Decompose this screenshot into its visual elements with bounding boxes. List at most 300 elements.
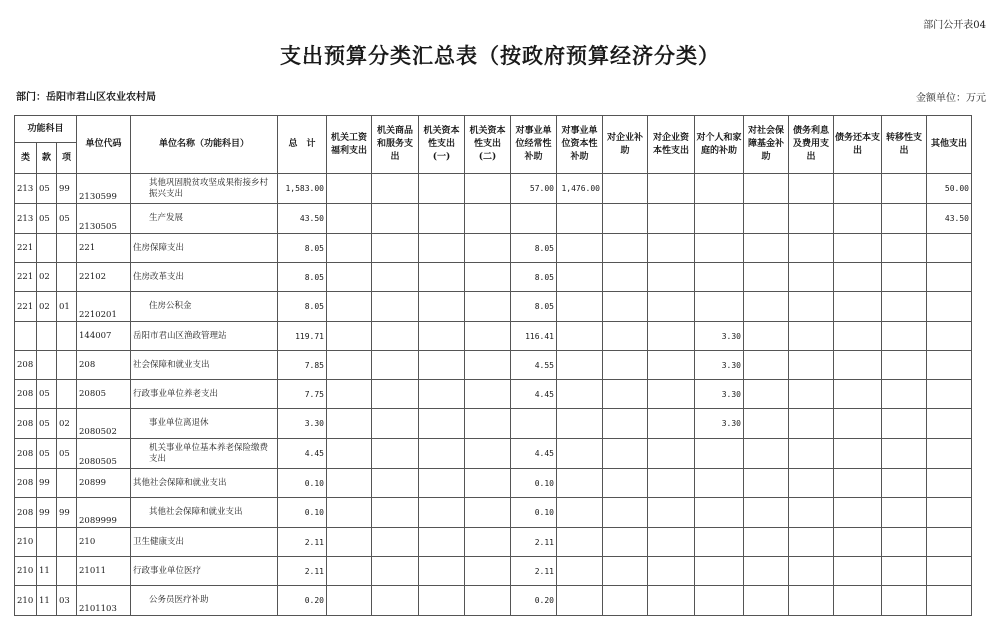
cell-kuan xyxy=(37,528,57,557)
cell-c7 xyxy=(603,557,648,586)
cell-c7 xyxy=(603,292,648,322)
cell-c2 xyxy=(372,439,419,469)
cell-kuan: 11 xyxy=(37,557,57,586)
table-body xyxy=(15,174,972,616)
cell-c7 xyxy=(603,439,648,469)
cell-c6: 1,476.00 xyxy=(557,174,603,204)
cell-c11 xyxy=(789,292,834,322)
cell-c4 xyxy=(465,322,511,351)
cell-c12 xyxy=(834,409,882,439)
cell-c4 xyxy=(465,204,511,234)
cell-c14 xyxy=(927,409,972,439)
cell-c12 xyxy=(834,263,882,292)
cell-c8 xyxy=(648,380,695,409)
table-row xyxy=(15,263,972,292)
cell-unit-name: 住房公积金 xyxy=(131,292,278,322)
cell-c3 xyxy=(419,469,465,498)
header-c8: 对企业资本性支出 xyxy=(648,116,695,174)
cell-unit-code: 144007 xyxy=(77,322,131,351)
cell-total: 8.05 xyxy=(278,292,327,322)
cell-c2 xyxy=(372,380,419,409)
cell-c10 xyxy=(744,234,789,263)
cell-lei: 208 xyxy=(15,409,37,439)
header-c1: 机关工资福利支出 xyxy=(327,116,372,174)
cell-c5: 0.10 xyxy=(511,498,557,528)
cell-c3 xyxy=(419,439,465,469)
cell-kuan: 05 xyxy=(37,204,57,234)
cell-c1 xyxy=(327,528,372,557)
amount-unit-label: 金额单位：万元 xyxy=(916,93,986,104)
cell-c13 xyxy=(882,234,927,263)
cell-c13 xyxy=(882,263,927,292)
cell-lei: 221 xyxy=(15,292,37,322)
cell-c5: 0.10 xyxy=(511,469,557,498)
cell-c13 xyxy=(882,469,927,498)
header-c13: 转移性支出 xyxy=(882,116,927,174)
cell-kuan: 11 xyxy=(37,586,57,616)
table-row xyxy=(15,234,972,263)
cell-c1 xyxy=(327,557,372,586)
cell-c8 xyxy=(648,174,695,204)
cell-c4 xyxy=(465,469,511,498)
cell-unit-code: 21011 xyxy=(77,557,131,586)
cell-c4 xyxy=(465,351,511,380)
cell-c3 xyxy=(419,234,465,263)
cell-c6 xyxy=(557,263,603,292)
cell-c1 xyxy=(327,409,372,439)
cell-kuan: 05 xyxy=(37,439,57,469)
cell-c10 xyxy=(744,263,789,292)
cell-total: 119.71 xyxy=(278,322,327,351)
header-c11: 债务利息及费用支出 xyxy=(789,116,834,174)
cell-c2 xyxy=(372,204,419,234)
cell-xiang xyxy=(57,528,77,557)
cell-kuan: 99 xyxy=(37,498,57,528)
cell-c11 xyxy=(789,234,834,263)
cell-c8 xyxy=(648,557,695,586)
header-kuan: 款 xyxy=(37,143,57,174)
cell-c5: 2.11 xyxy=(511,557,557,586)
table-row xyxy=(15,469,972,498)
cell-c8 xyxy=(648,234,695,263)
cell-c13 xyxy=(882,528,927,557)
cell-total: 2.11 xyxy=(278,528,327,557)
cell-unit-name: 机关事业单位基本养老保险缴费支出 xyxy=(131,439,278,469)
cell-c2 xyxy=(372,586,419,616)
cell-lei xyxy=(15,322,37,351)
cell-unit-code: 2080502 xyxy=(77,409,131,439)
cell-c1 xyxy=(327,234,372,263)
cell-c14 xyxy=(927,263,972,292)
cell-unit-code: 208 xyxy=(77,351,131,380)
cell-c9 xyxy=(695,439,744,469)
cell-c4 xyxy=(465,528,511,557)
header-unit-code: 单位代码 xyxy=(77,116,131,174)
cell-c2 xyxy=(372,557,419,586)
cell-c4 xyxy=(465,498,511,528)
header-xiang: 项 xyxy=(57,143,77,174)
cell-c10 xyxy=(744,204,789,234)
cell-c10 xyxy=(744,439,789,469)
cell-c7 xyxy=(603,528,648,557)
cell-c6 xyxy=(557,557,603,586)
cell-total: 0.20 xyxy=(278,586,327,616)
cell-unit-code: 210 xyxy=(77,528,131,557)
cell-c8 xyxy=(648,292,695,322)
cell-c3 xyxy=(419,528,465,557)
cell-lei: 221 xyxy=(15,234,37,263)
cell-c13 xyxy=(882,409,927,439)
cell-lei: 208 xyxy=(15,380,37,409)
cell-c11 xyxy=(789,409,834,439)
table-row xyxy=(15,409,972,439)
cell-xiang xyxy=(57,351,77,380)
cell-c6 xyxy=(557,234,603,263)
cell-c1 xyxy=(327,586,372,616)
cell-c2 xyxy=(372,469,419,498)
header-c4: 机关资本性支出(二) xyxy=(465,116,511,174)
cell-c12 xyxy=(834,557,882,586)
header-c3: 机关资本性支出(一) xyxy=(419,116,465,174)
cell-c6 xyxy=(557,380,603,409)
table-row xyxy=(15,557,972,586)
cell-c13 xyxy=(882,557,927,586)
cell-c3 xyxy=(419,322,465,351)
cell-unit-name: 其他巩固脱贫攻坚成果衔接乡村振兴支出 xyxy=(131,174,278,204)
header-c2: 机关商品和服务支出 xyxy=(372,116,419,174)
cell-c5: 116.41 xyxy=(511,322,557,351)
cell-c5: 4.45 xyxy=(511,380,557,409)
cell-total: 3.30 xyxy=(278,409,327,439)
cell-c14: 43.50 xyxy=(927,204,972,234)
cell-c11 xyxy=(789,204,834,234)
cell-c11 xyxy=(789,263,834,292)
cell-c14 xyxy=(927,380,972,409)
cell-c11 xyxy=(789,439,834,469)
header-lei: 类 xyxy=(15,143,37,174)
cell-c8 xyxy=(648,498,695,528)
cell-c1 xyxy=(327,174,372,204)
cell-c4 xyxy=(465,174,511,204)
table-row xyxy=(15,528,972,557)
cell-c13 xyxy=(882,380,927,409)
cell-c11 xyxy=(789,469,834,498)
cell-lei: 210 xyxy=(15,557,37,586)
cell-c1 xyxy=(327,292,372,322)
cell-lei: 208 xyxy=(15,498,37,528)
cell-c7 xyxy=(603,469,648,498)
cell-c11 xyxy=(789,557,834,586)
cell-c12 xyxy=(834,380,882,409)
cell-c10 xyxy=(744,498,789,528)
cell-c10 xyxy=(744,292,789,322)
cell-c12 xyxy=(834,204,882,234)
cell-c11 xyxy=(789,586,834,616)
cell-unit-code: 2210201 xyxy=(77,292,131,322)
cell-c9: 3.30 xyxy=(695,409,744,439)
cell-unit-name: 生产发展 xyxy=(131,204,278,234)
cell-c14 xyxy=(927,292,972,322)
cell-c11 xyxy=(789,174,834,204)
cell-c12 xyxy=(834,292,882,322)
budget-table xyxy=(14,115,972,616)
cell-c1 xyxy=(327,263,372,292)
cell-c7 xyxy=(603,409,648,439)
cell-c5: 4.55 xyxy=(511,351,557,380)
cell-c10 xyxy=(744,557,789,586)
cell-c11 xyxy=(789,351,834,380)
cell-c12 xyxy=(834,234,882,263)
cell-unit-name: 其他社会保障和就业支出 xyxy=(131,469,278,498)
cell-c5 xyxy=(511,409,557,439)
cell-c2 xyxy=(372,351,419,380)
cell-c14 xyxy=(927,322,972,351)
cell-lei: 221 xyxy=(15,263,37,292)
cell-c3 xyxy=(419,557,465,586)
cell-c5 xyxy=(511,204,557,234)
cell-c13 xyxy=(882,439,927,469)
cell-c9 xyxy=(695,174,744,204)
cell-c8 xyxy=(648,586,695,616)
cell-c4 xyxy=(465,263,511,292)
cell-lei: 210 xyxy=(15,586,37,616)
cell-lei: 210 xyxy=(15,528,37,557)
table-row xyxy=(15,586,972,616)
cell-c6 xyxy=(557,439,603,469)
page-title: 支出预算分类汇总表（按政府预算经济分类） xyxy=(280,43,720,68)
cell-xiang xyxy=(57,469,77,498)
cell-c10 xyxy=(744,409,789,439)
cell-c14: 50.00 xyxy=(927,174,972,204)
cell-c3 xyxy=(419,263,465,292)
cell-unit-name: 行政事业单位养老支出 xyxy=(131,380,278,409)
cell-c6 xyxy=(557,292,603,322)
cell-unit-name: 事业单位离退休 xyxy=(131,409,278,439)
cell-c1 xyxy=(327,498,372,528)
cell-unit-code: 2130599 xyxy=(77,174,131,204)
cell-c7 xyxy=(603,234,648,263)
cell-c7 xyxy=(603,380,648,409)
table-row xyxy=(15,498,972,528)
cell-c5: 8.05 xyxy=(511,263,557,292)
cell-c8 xyxy=(648,528,695,557)
cell-c14 xyxy=(927,351,972,380)
cell-c12 xyxy=(834,439,882,469)
cell-c1 xyxy=(327,380,372,409)
cell-unit-name: 行政事业单位医疗 xyxy=(131,557,278,586)
header-c7: 对企业补助 xyxy=(603,116,648,174)
cell-c2 xyxy=(372,409,419,439)
cell-c3 xyxy=(419,586,465,616)
cell-total: 0.10 xyxy=(278,469,327,498)
cell-c6 xyxy=(557,322,603,351)
header-c14: 其他支出 xyxy=(927,116,972,174)
cell-c14 xyxy=(927,439,972,469)
cell-c5: 4.45 xyxy=(511,439,557,469)
cell-c3 xyxy=(419,409,465,439)
cell-c10 xyxy=(744,174,789,204)
cell-c2 xyxy=(372,322,419,351)
cell-total: 8.05 xyxy=(278,234,327,263)
cell-c14 xyxy=(927,528,972,557)
table-row xyxy=(15,351,972,380)
cell-kuan: 05 xyxy=(37,174,57,204)
cell-unit-code: 2080505 xyxy=(77,439,131,469)
cell-c6 xyxy=(557,204,603,234)
cell-c3 xyxy=(419,380,465,409)
cell-xiang: 03 xyxy=(57,586,77,616)
cell-c12 xyxy=(834,586,882,616)
cell-xiang xyxy=(57,263,77,292)
cell-c13 xyxy=(882,351,927,380)
cell-total: 4.45 xyxy=(278,439,327,469)
cell-c4 xyxy=(465,409,511,439)
cell-c12 xyxy=(834,498,882,528)
cell-c13 xyxy=(882,174,927,204)
cell-c8 xyxy=(648,322,695,351)
cell-c9 xyxy=(695,528,744,557)
cell-c12 xyxy=(834,528,882,557)
header-func-subject: 功能科目 xyxy=(15,116,77,143)
cell-c12 xyxy=(834,174,882,204)
cell-lei: 213 xyxy=(15,204,37,234)
cell-c2 xyxy=(372,528,419,557)
cell-xiang: 99 xyxy=(57,174,77,204)
cell-c4 xyxy=(465,557,511,586)
cell-kuan xyxy=(37,351,57,380)
cell-c13 xyxy=(882,292,927,322)
cell-c8 xyxy=(648,263,695,292)
cell-c9 xyxy=(695,263,744,292)
cell-c14 xyxy=(927,498,972,528)
cell-unit-code: 2130505 xyxy=(77,204,131,234)
cell-lei: 208 xyxy=(15,351,37,380)
cell-total: 2.11 xyxy=(278,557,327,586)
cell-xiang: 02 xyxy=(57,409,77,439)
cell-c13 xyxy=(882,322,927,351)
cell-c4 xyxy=(465,234,511,263)
cell-c13 xyxy=(882,586,927,616)
table-row xyxy=(15,322,972,351)
cell-c3 xyxy=(419,498,465,528)
cell-c8 xyxy=(648,439,695,469)
cell-kuan: 02 xyxy=(37,292,57,322)
cell-c13 xyxy=(882,204,927,234)
cell-c8 xyxy=(648,469,695,498)
cell-c2 xyxy=(372,174,419,204)
header-unit-name: 单位名称（功能科目） xyxy=(131,116,278,174)
cell-unit-code: 20805 xyxy=(77,380,131,409)
cell-c4 xyxy=(465,380,511,409)
cell-c5: 57.00 xyxy=(511,174,557,204)
table-row xyxy=(15,204,972,234)
cell-c6 xyxy=(557,498,603,528)
cell-unit-code: 221 xyxy=(77,234,131,263)
cell-c1 xyxy=(327,351,372,380)
cell-total: 7.75 xyxy=(278,380,327,409)
cell-unit-name: 卫生健康支出 xyxy=(131,528,278,557)
cell-kuan: 05 xyxy=(37,409,57,439)
cell-total: 43.50 xyxy=(278,204,327,234)
cell-c14 xyxy=(927,586,972,616)
cell-c5: 8.05 xyxy=(511,234,557,263)
cell-c12 xyxy=(834,322,882,351)
header-c5: 对事业单位经常性补助 xyxy=(511,116,557,174)
cell-c9 xyxy=(695,586,744,616)
cell-c7 xyxy=(603,204,648,234)
cell-c3 xyxy=(419,351,465,380)
cell-c1 xyxy=(327,322,372,351)
cell-c7 xyxy=(603,351,648,380)
cell-c10 xyxy=(744,322,789,351)
cell-c7 xyxy=(603,586,648,616)
cell-c9 xyxy=(695,557,744,586)
cell-c9 xyxy=(695,292,744,322)
cell-lei: 213 xyxy=(15,174,37,204)
cell-xiang xyxy=(57,234,77,263)
cell-c10 xyxy=(744,351,789,380)
cell-xiang xyxy=(57,557,77,586)
cell-c10 xyxy=(744,586,789,616)
cell-c4 xyxy=(465,292,511,322)
cell-xiang xyxy=(57,380,77,409)
cell-c9: 3.30 xyxy=(695,322,744,351)
cell-unit-code: 2089999 xyxy=(77,498,131,528)
cell-c3 xyxy=(419,174,465,204)
cell-kuan: 99 xyxy=(37,469,57,498)
table-row xyxy=(15,439,972,469)
cell-unit-code: 22102 xyxy=(77,263,131,292)
cell-c2 xyxy=(372,292,419,322)
cell-unit-name: 住房保障支出 xyxy=(131,234,278,263)
header-c9: 对个人和家庭的补助 xyxy=(695,116,744,174)
cell-c5: 8.05 xyxy=(511,292,557,322)
cell-kuan: 05 xyxy=(37,380,57,409)
cell-total: 8.05 xyxy=(278,263,327,292)
cell-c6 xyxy=(557,469,603,498)
cell-kuan xyxy=(37,234,57,263)
cell-unit-code: 20899 xyxy=(77,469,131,498)
cell-c13 xyxy=(882,498,927,528)
cell-c9 xyxy=(695,469,744,498)
cell-unit-name: 公务员医疗补助 xyxy=(131,586,278,616)
cell-total: 1,583.00 xyxy=(278,174,327,204)
form-number: 部门公开表04 xyxy=(923,20,986,31)
table-row xyxy=(15,380,972,409)
cell-c7 xyxy=(603,174,648,204)
cell-c10 xyxy=(744,528,789,557)
department-label: 部门：岳阳市君山区农业农村局 xyxy=(16,92,156,103)
cell-lei: 208 xyxy=(15,469,37,498)
cell-c11 xyxy=(789,528,834,557)
cell-c9 xyxy=(695,498,744,528)
cell-c11 xyxy=(789,380,834,409)
cell-c6 xyxy=(557,528,603,557)
cell-c7 xyxy=(603,322,648,351)
cell-c1 xyxy=(327,469,372,498)
cell-c5: 2.11 xyxy=(511,528,557,557)
cell-xiang: 05 xyxy=(57,439,77,469)
cell-lei: 208 xyxy=(15,439,37,469)
header-c12: 债务还本支出 xyxy=(834,116,882,174)
cell-xiang: 05 xyxy=(57,204,77,234)
cell-c9 xyxy=(695,234,744,263)
cell-c10 xyxy=(744,469,789,498)
cell-c4 xyxy=(465,439,511,469)
cell-c11 xyxy=(789,322,834,351)
cell-c9: 3.30 xyxy=(695,351,744,380)
header-total: 总 计 xyxy=(278,116,327,174)
